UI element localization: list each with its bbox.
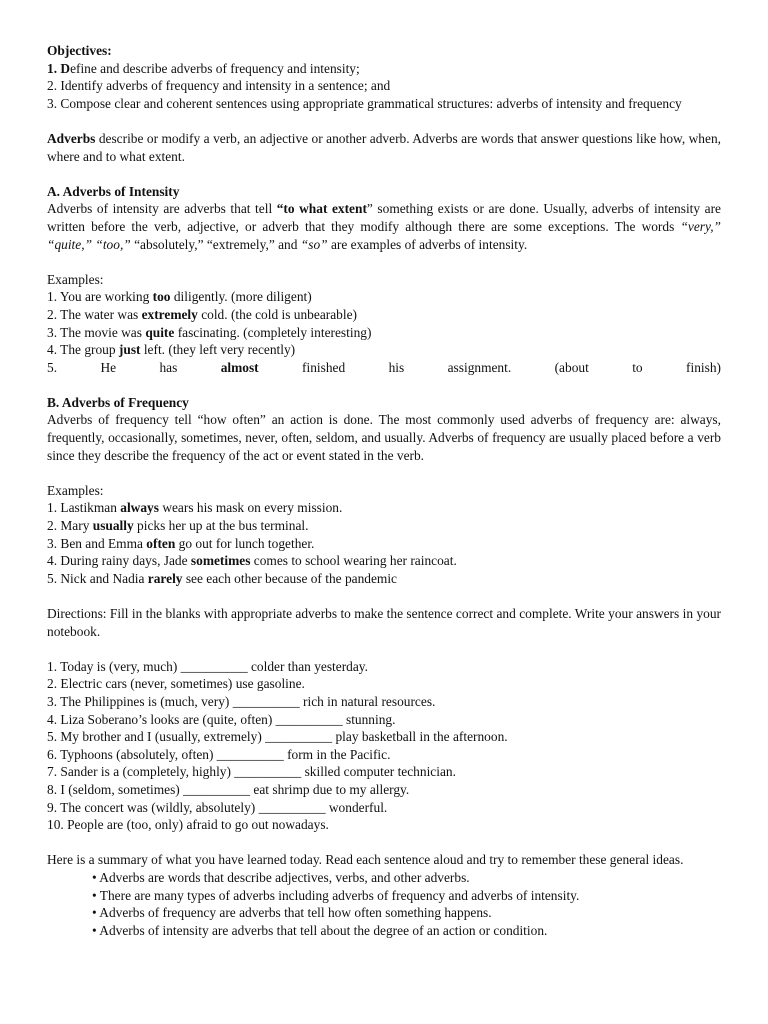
exercise-item-4: 4. Liza Soberano’s looks are (quite, often) __________ stunning. bbox=[47, 711, 396, 727]
exercise-item-5: 5. My brother and I (usually, extremely) __________ play basketball in the afternoon. bbox=[47, 729, 508, 745]
objective-item-3: 3. Compose clear and coherent sentences using appropriate grammatical structures: adverbs of intensity and frequency bbox=[47, 95, 682, 111]
exercise-item-6: 6. Typhoons (absolutely, often) __________ form in the Pacific. bbox=[47, 746, 391, 762]
summary-paragraph: Here is a summary of what you have learned today. Read each sentence aloud and try to remember these general ideas. bbox=[47, 852, 684, 868]
frequency-paragraph: Adverbs of frequency tell “how often” an action is done. The most commonly used adverbs of frequency are: always, frequently, occasionally, sometimes, never, often, seldom, and usually. Adverbs of frequency are usually placed before a verb since they describe the frequency of the act or event stated in the verb. bbox=[47, 412, 721, 463]
summary-bullet-2: • There are many types of adverbs including adverbs of frequency and adverbs of intensity. bbox=[92, 887, 580, 903]
exercise-item-8: 8. I (seldom, sometimes) __________ eat shrimp due to my allergy. bbox=[47, 781, 410, 797]
intensity-example-4: 4. The group just left. (they left very recently) bbox=[47, 342, 296, 358]
frequency-example-1: 1. Lastikman always wears his mask on every mission. bbox=[47, 500, 343, 516]
exercise-item-10: 10. People are (too, only) afraid to go out nowadays. bbox=[47, 817, 329, 833]
summary-bullet-3: • Adverbs of frequency are adverbs that tell how often something happens. bbox=[92, 905, 492, 921]
exercise-item-3: 3. The Philippines is (much, very) __________ rich in natural resources. bbox=[47, 693, 436, 709]
frequency-example-3: 3. Ben and Emma often go out for lunch together. bbox=[47, 535, 315, 551]
frequency-example-5: 5. Nick and Nadia rarely see each other because of the pandemic bbox=[47, 570, 397, 586]
frequency-example-4: 4. During rainy days, Jade sometimes comes to school wearing her raincoat. bbox=[47, 553, 457, 569]
intensity-example-1: 1. You are working too diligently. (more diligent) bbox=[47, 289, 312, 305]
directions-paragraph: Directions: Fill in the blanks with appropriate adverbs to make the sentence correct and complete. Write your answers in your notebook. bbox=[47, 606, 721, 639]
frequency-heading: B. Adverbs of Frequency bbox=[47, 394, 189, 410]
exercise-item-9: 9. The concert was (wildly, absolutely) __________ wonderful. bbox=[47, 799, 388, 815]
exercise-item-7: 7. Sander is a (completely, highly) __________ skilled computer technician. bbox=[47, 764, 456, 780]
objective-item-2: 2. Identify adverbs of frequency and intensity in a sentence; and bbox=[47, 78, 391, 94]
summary-bullet-1: • Adverbs are words that describe adjectives, verbs, and other adverbs. bbox=[92, 869, 470, 885]
summary-bullet-4: • Adverbs of intensity are adverbs that tell about the degree of an action or condition. bbox=[92, 922, 548, 938]
intensity-example-5: 5. He has almost finished his assignment. (about to finish) bbox=[47, 359, 721, 375]
objectives-title: Objectives: bbox=[47, 43, 112, 58]
exercise-item-1: 1. Today is (very, much) __________ colder than yesterday. bbox=[47, 658, 368, 674]
intensity-examples-label: Examples: bbox=[47, 271, 104, 287]
objective-item-1: 1. Define and describe adverbs of frequency and intensity; bbox=[47, 60, 360, 76]
intro-paragraph: Adverbs describe or modify a verb, an adjective or another adverb. Adverbs are words that answer questions like how, when, where and to what extent. bbox=[47, 130, 721, 164]
frequency-examples-label: Examples: bbox=[47, 482, 104, 498]
intensity-example-2: 2. The water was extremely cold. (the cold is unbearable) bbox=[47, 306, 357, 322]
intensity-example-3: 3. The movie was quite fascinating. (completely interesting) bbox=[47, 324, 372, 340]
frequency-example-2: 2. Mary usually picks her up at the bus terminal. bbox=[47, 518, 309, 534]
intensity-heading: A. Adverbs of Intensity bbox=[47, 183, 180, 199]
intensity-paragraph: Adverbs of intensity are adverbs that tell “to what extent” something exists or are done. Usually, adverbs of intensity are written before the verb, adjective, or adverb that they modify although there are some exceptions. The words “very,” “quite,” “too,” “absolutely,” “extremely,” and “so” are examples of adverbs of intensity. bbox=[47, 201, 721, 252]
exercise-item-2: 2. Electric cars (never, sometimes) use gasoline. bbox=[47, 676, 305, 692]
summary-bullet-list bbox=[47, 869, 721, 939]
intro-term: Adverbs bbox=[47, 130, 96, 146]
